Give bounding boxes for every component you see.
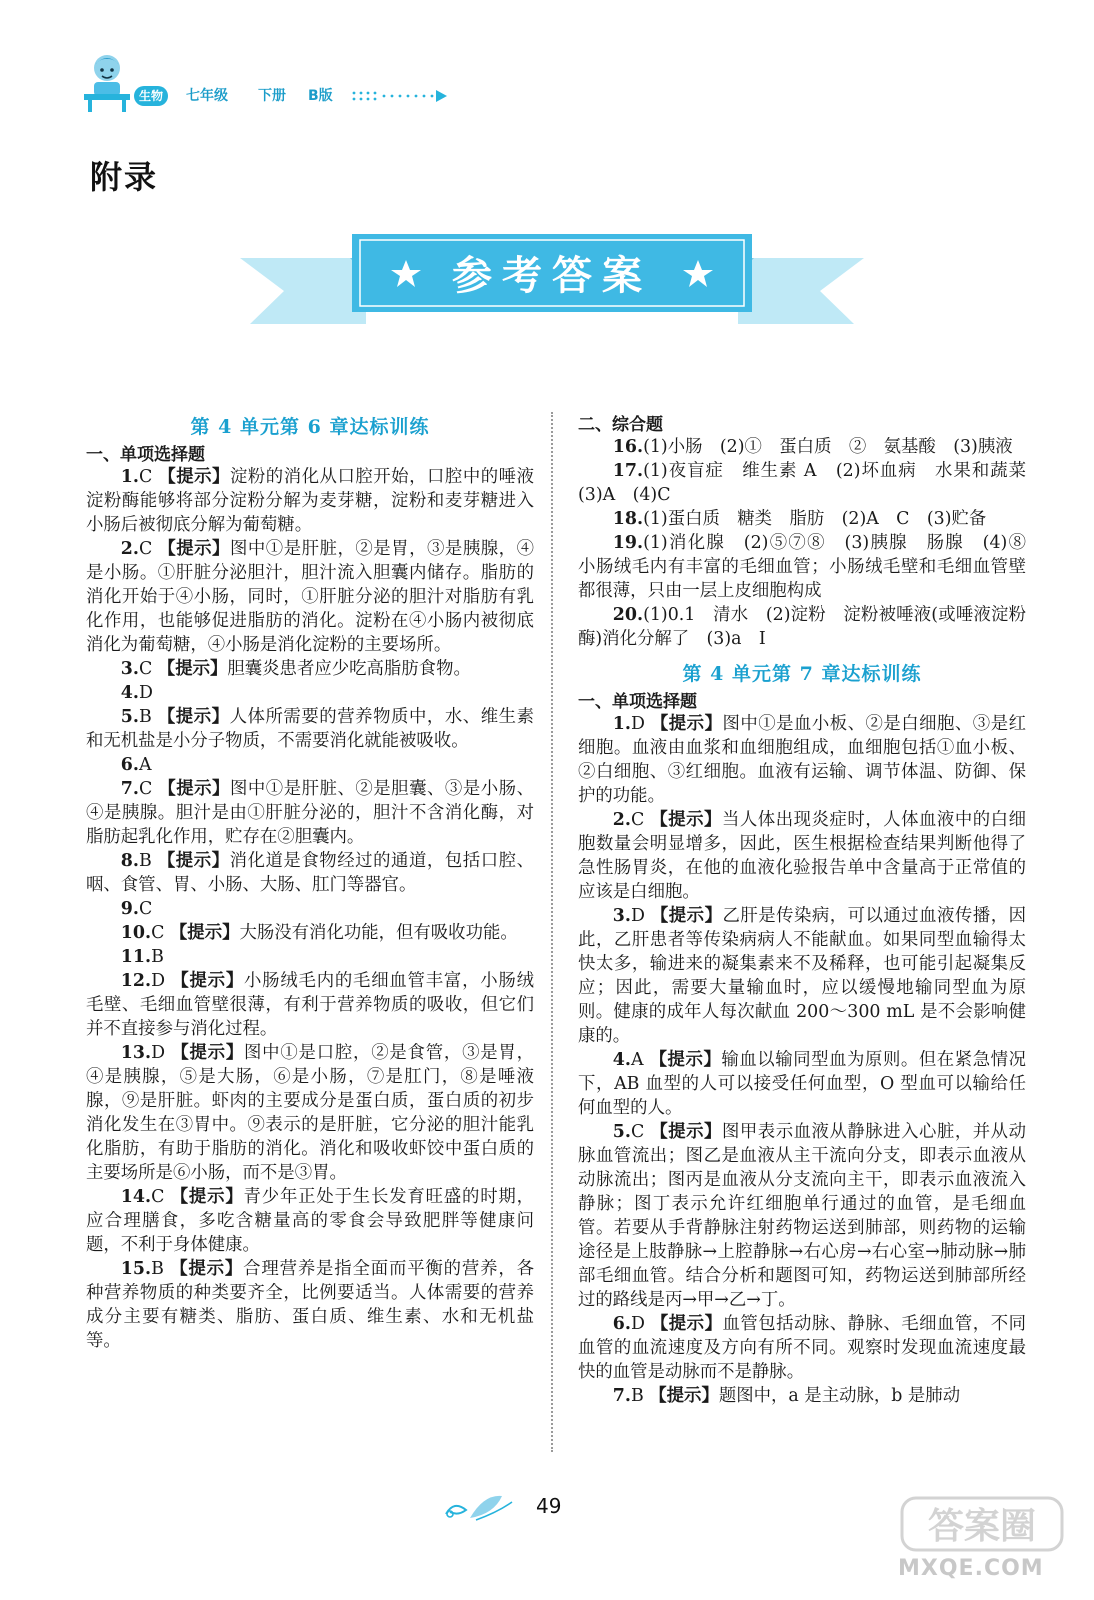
answer-item: [86, 969, 534, 1041]
hint-marker: 【提示】: [158, 539, 230, 559]
answer-banner: [240, 228, 864, 324]
answer-text: A 【提示】输血以输同型血为原则。但在紧急情况下，AB 血型的人可以接受任何血型，O 型血可以输给任何血型的人。: [578, 1050, 1026, 1118]
leaf-swirl-icon: [440, 1490, 520, 1526]
question-number: 1.: [612, 714, 631, 734]
answer-text: C 【提示】图甲表示血液从静脉进入心脏，并从动脉血管流出；图乙是血液从主干流向分支，即表示血液从动脉流出；图丙是血液从分支流向主干，即表示血液流入静脉；图丁表示允许红细胞单行通过的血管，是毛细血管。若要从手背静脉注射药物运送到肺部，则药物的运输途径是上肢静脉→上腔静脉→右心房→右心室→肺动脉→肺部毛细血管。结合分析和题图可知，药物运送到肺部所经过的路线是丙→甲→乙→丁。: [578, 1122, 1026, 1310]
answer-item: [86, 849, 534, 897]
hint-marker: 【提示】: [157, 659, 228, 679]
answer-text: B 【提示】消化道是食物经过的通道，包括口腔、咽、食管、胃、小肠、大肠、肛门等器官。: [86, 851, 534, 895]
answer-text: A: [138, 755, 152, 775]
answer-item: [578, 459, 1044, 507]
answer-item: [86, 753, 534, 777]
hint-marker: 【提示】: [171, 971, 245, 991]
grade-label: 七年级: [186, 88, 228, 104]
answer-text: D 【提示】血管包括动脉、静脉、毛细血管，不同血管的血流速度及方向有所不同。观察时发现血流速度最快的血管是动脉而不是静脉。: [578, 1314, 1026, 1382]
question-number: 3.: [120, 659, 139, 679]
section-title: 一、单项选择题: [86, 445, 205, 465]
term-label: 下册: [258, 88, 286, 104]
answer-item: [86, 945, 534, 969]
hint-marker: 【提示】: [170, 1259, 244, 1279]
question-number: 10.: [120, 923, 152, 943]
hint-marker: 【提示】: [158, 467, 230, 487]
question-number: 11.: [120, 947, 152, 967]
answer-text: C 【提示】图中①是肝脏、②是胆囊、③是小肠、④是胰腺。胆汁是由①肝脏分泌的，胆汁不含消化酶，对脂肪起乳化作用，贮存在②胆囊内。: [86, 779, 534, 847]
question-number: 19.: [612, 533, 644, 553]
question-number: 15.: [120, 1259, 152, 1279]
answer-text: D 【提示】乙肝是传染病，可以通过血液传播，因此，乙肝患者等传染病病人不能献血。如果同型血输得太快太多，输进来的凝集素来不及稀释，也可能引起凝集反应；因此，需要大量输血时，应以缓慢地输同型血为原则。健康的成年人每次献血 200～300 mL 是不会影响健康的。: [578, 906, 1026, 1046]
banner-title: 参考答案: [452, 253, 652, 299]
answer-text: C 【提示】大肠没有消化功能，但有吸收功能。: [151, 923, 518, 943]
appendix-heading: 附录: [90, 158, 159, 196]
section-title-2: 二、综合题: [578, 415, 663, 435]
answer-item: [86, 1185, 534, 1257]
question-number: 8.: [120, 851, 139, 871]
page-header: [82, 50, 502, 114]
answer-text: (1)消化腺 (2)⑤⑦⑧ (3)胰腺 肠腺 (4)⑧ 小肠绒毛内有丰富的毛细血管；小肠绒毛壁和毛细血管壁都很薄，只由一层上皮细胞构成: [578, 533, 1044, 601]
question-number: 2.: [612, 810, 631, 830]
subject-badge: 生物: [134, 86, 168, 106]
hint-marker: 【提示】: [650, 1314, 723, 1334]
answer-list: [578, 435, 1044, 651]
question-number: 5.: [120, 707, 139, 727]
question-number: 1.: [120, 467, 139, 487]
question-number: 13.: [120, 1043, 152, 1063]
hint-marker: 【提示】: [158, 779, 230, 799]
question-number: 7.: [120, 779, 139, 799]
question-number: 2.: [120, 539, 139, 559]
hint-marker: 【提示】: [650, 1122, 722, 1142]
answer-item: [578, 808, 1026, 904]
answer-text: C 【提示】淀粉的消化从口腔开始，口腔中的唾液淀粉酶能够将部分淀粉分解为麦芽糖，淀粉和麦芽糖进入小肠后被彻底分解为葡萄糖。: [86, 467, 534, 535]
answer-item: [578, 603, 1026, 651]
question-number: 5.: [612, 1122, 631, 1142]
answer-item: [578, 712, 1026, 808]
hint-marker: 【提示】: [650, 810, 722, 830]
answer-item: [86, 465, 534, 537]
answer-text: (1)小肠 (2)① 蛋白质 ② 氨基酸 (3)胰液: [643, 437, 1013, 457]
hint-marker: 【提示】: [171, 1043, 245, 1063]
question-number: 9.: [120, 899, 139, 919]
page-number: 49: [536, 1494, 562, 1518]
answer-item: [86, 897, 534, 921]
hint-marker: 【提示】: [649, 1386, 719, 1406]
question-number: 6.: [612, 1314, 631, 1334]
question-number: 16.: [612, 437, 644, 457]
answer-item: [86, 1041, 534, 1185]
answer-item: [86, 657, 534, 681]
left-column: [86, 410, 534, 1353]
answer-text: B 【提示】题图中，a 是主动脉，b 是肺动: [630, 1386, 961, 1406]
answer-text: C 【提示】当人体出现炎症时，人体血液中的白细胞数量会明显增多，因此，医生根据检查结果判断他得了急性肠胃炎，在他的血液化验报告单中含量高于正常值的应该是白细胞。: [578, 810, 1026, 902]
student-at-desk-icon: [82, 50, 132, 114]
answer-item: [578, 1384, 1026, 1408]
answer-item: [86, 681, 534, 705]
question-number: 12.: [120, 971, 152, 991]
answer-text: D 【提示】图中①是血小板、②是白细胞、③是红细胞。血液由血浆和血细胞组成，血细胞包括①血小板、②白细胞、③红细胞。血液有运输、调节体温、防御、保护的功能。: [578, 714, 1026, 806]
section-title: 一、单项选择题: [578, 692, 697, 712]
question-number: 14.: [120, 1187, 152, 1207]
hint-marker: 【提示】: [169, 923, 240, 943]
answer-text: (1)0.1 清水 (2)淀粉 淀粉被唾液(或唾液淀粉酶)消化分解了 (3)a Ⅰ: [578, 605, 1026, 649]
answer-text: D: [138, 683, 153, 703]
edition-label: B版: [308, 88, 333, 104]
hint-marker: 【提示】: [170, 1187, 244, 1207]
answer-item: [578, 435, 1026, 459]
answer-item: [578, 1312, 1026, 1384]
question-number: 20.: [612, 605, 644, 625]
answer-item: [86, 705, 534, 753]
answer-text: C: [138, 899, 153, 919]
hint-marker: 【提示】: [157, 707, 230, 727]
answer-item: [578, 1048, 1026, 1120]
hint-marker: 【提示】: [157, 851, 230, 871]
question-number: 6.: [120, 755, 139, 775]
answer-text: B 【提示】人体所需要的营养物质中，水、维生素和无机盐是小分子物质，不需要消化就能被吸收。: [86, 707, 534, 751]
hint-marker: 【提示】: [649, 1050, 722, 1070]
answer-text: D 【提示】图中①是口腔，②是食管，③是胃，④是胰腺，⑤是大肠，⑥是小肠，⑦是肛门，⑧是唾液腺，⑨是肝脏。虾肉的主要成分是蛋白质，蛋白质的初步消化发生在③胃中。⑨表示的是肝脏，它分泌的胆汁能乳化脂肪，有助于脂肪的消化。消化和吸收虾饺中蛋白质的主要场所是⑥小肠，而不是③胃。: [86, 1043, 534, 1183]
answer-item: [86, 921, 534, 945]
answer-list: [86, 465, 534, 1353]
answer-text: D 【提示】小肠绒毛内的毛细血管丰富，小肠绒毛壁、毛细血管壁很薄，有利于营养物质的吸收，但它们并不直接参与消化过程。: [86, 971, 534, 1039]
answer-text: C 【提示】图中①是肝脏，②是胃，③是胰腺，④是小肠。①肝脏分泌胆汁，胆汁流入胆囊内储存。脂肪的消化开始于④小肠，同时，①肝脏分泌的胆汁对脂肪有乳化作用，也能够促进脂肪的消化。淀粉在④小肠内被彻底消化为葡萄糖，④小肠是消化淀粉的主要场所。: [86, 539, 534, 655]
chapter-title: 第 4 单元第 7 章达标训练: [682, 663, 922, 685]
answer-item: [86, 537, 534, 657]
answer-item: [578, 531, 1044, 603]
watermark-logo-icon: [898, 1494, 1068, 1554]
question-number: 18.: [612, 509, 644, 529]
watermark: [898, 1494, 1068, 1590]
question-number: 3.: [612, 906, 631, 926]
right-column: [578, 410, 1044, 1408]
answer-item: [578, 904, 1026, 1048]
hint-marker: 【提示】: [650, 906, 723, 926]
answer-text: C 【提示】青少年正处于生长发育旺盛的时期，应合理膳食，多吃含糖量高的零食会导致肥胖等健康问题，不利于身体健康。: [86, 1187, 534, 1255]
answer-item: [86, 777, 534, 849]
answer-text: B: [151, 947, 164, 967]
answer-item: [86, 1257, 534, 1353]
answer-item: [578, 1120, 1026, 1312]
question-number: 17.: [612, 461, 644, 481]
svg-text:答案圈: 答案圈: [927, 1506, 1037, 1547]
watermark-url: MXQE.COM: [898, 1556, 1044, 1581]
hint-marker: 【提示】: [650, 714, 723, 734]
dotted-arrow-icon: [350, 86, 450, 106]
answer-item: [578, 507, 1026, 531]
answer-text: B 【提示】合理营养是指全面而平衡的营养，各种营养物质的种类要齐全，比例要适当。人体需要的营养成分主要有糖类、脂肪、蛋白质、维生素、水和无机盐等。: [86, 1259, 534, 1351]
answer-text: (1)夜盲症 维生素 A (2)坏血病 水果和蔬菜 (3)A (4)C: [578, 461, 1044, 505]
column-divider: [551, 412, 553, 1452]
answer-list: [578, 712, 1026, 1408]
question-number: 7.: [612, 1386, 631, 1406]
chapter-title: 第 4 单元第 6 章达标训练: [190, 416, 430, 438]
answer-text: C 【提示】胆囊炎患者应少吃高脂肪食物。: [138, 659, 471, 679]
page-footer: [440, 1490, 660, 1530]
question-number: 4.: [120, 683, 139, 703]
answer-text: (1)蛋白质 糖类 脂肪 (2)A C (3)贮备: [643, 509, 987, 529]
question-number: 4.: [612, 1050, 631, 1070]
